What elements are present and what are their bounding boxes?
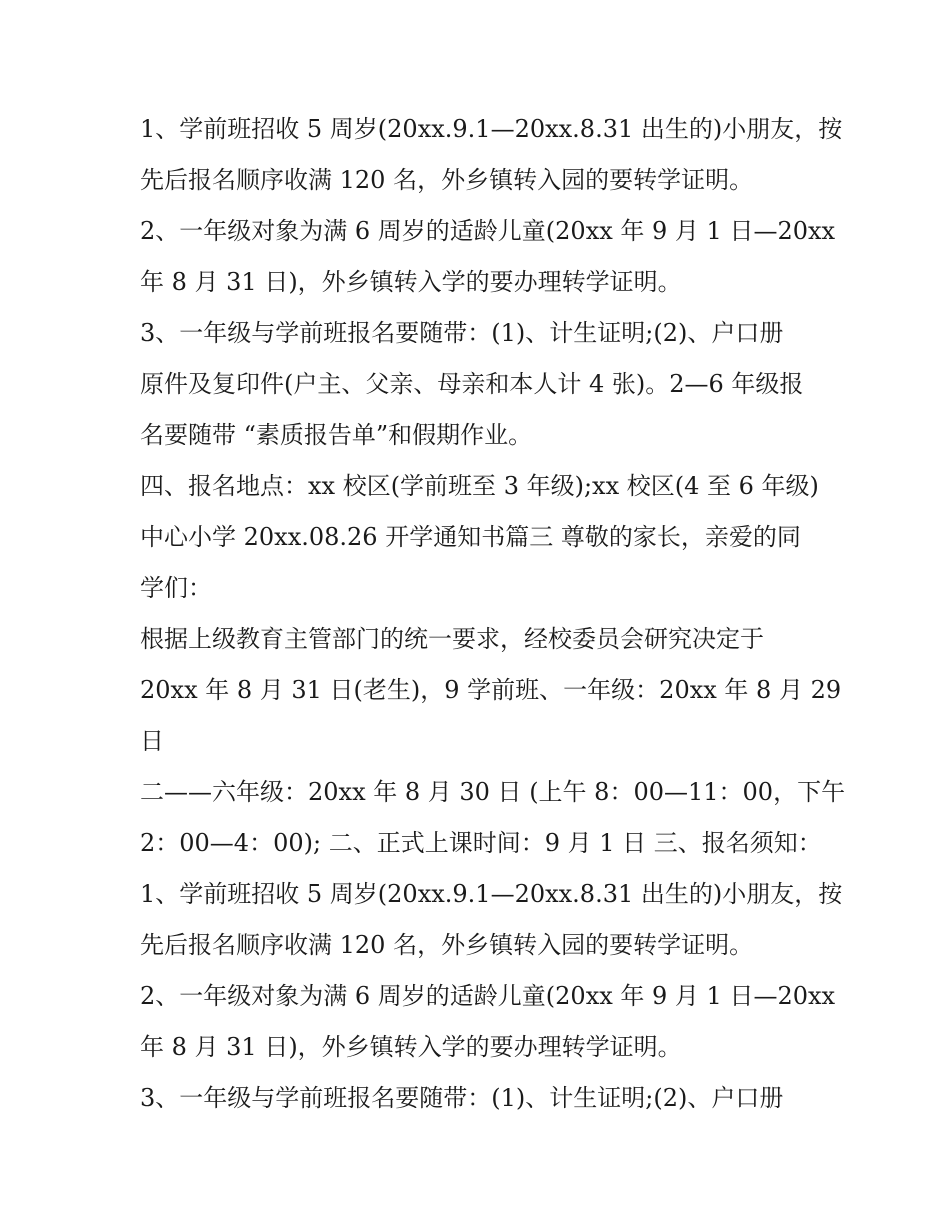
text-line: 2：00—4：00); 二、正式上课时间：9 月 1 日 三、报名须知： [140,829,822,857]
text-line: 日 [140,727,164,755]
text-line: 学们： [140,574,212,602]
text-line: 3、一年级与学前班报名要随带：(1)、计生证明;(2)、户口册 [140,319,784,347]
text-line: 名要随带 “素质报告单”和假期作业。 [140,421,533,449]
text-line: 1、学前班招收 5 周岁(20xx.9.1—20xx.8.31 出生的)小朋友，按 [140,880,843,908]
text-line: 1、学前班招收 5 周岁(20xx.9.1—20xx.8.31 出生的)小朋友，按 [140,115,843,143]
text-line: 2、一年级对象为满 6 周岁的适龄儿童(20xx 年 9 月 1 日—20xx [140,982,836,1010]
text-line: 中心小学 20xx.08.26 开学通知书篇三 尊敬的家长，亲爱的同 [140,523,801,551]
text-line: 20xx 年 8 月 31 日(老生)，9 学前班、一年级：20xx 年 8 月 29 [140,676,842,704]
text-line: 年 8 月 31 日)，外乡镇转入学的要办理转学证明。 [140,1033,682,1061]
text-line: 先后报名顺序收满 120 名，外乡镇转入园的要转学证明。 [140,931,754,959]
text-line: 二——六年级：20xx 年 8 月 30 日 (上午 8：00—11：00，下午 [140,778,846,806]
document-body [140,104,846,1124]
text-line: 先后报名顺序收满 120 名，外乡镇转入园的要转学证明。 [140,166,754,194]
text-line: 3、一年级与学前班报名要随带：(1)、计生证明;(2)、户口册 [140,1084,784,1112]
text-line: 2、一年级对象为满 6 周岁的适龄儿童(20xx 年 9 月 1 日—20xx [140,217,836,245]
text-line: 年 8 月 31 日)，外乡镇转入学的要办理转学证明。 [140,268,682,296]
text-line: 四、报名地点：xx 校区(学前班至 3 年级);xx 校区(4 至 6 年级) [140,472,819,500]
text-line: 根据上级教育主管部门的统一要求，经校委员会研究决定于 [140,625,764,653]
text-line: 原件及复印件(户主、父亲、母亲和本人计 4 张)。2—6 年级报 [140,370,804,398]
